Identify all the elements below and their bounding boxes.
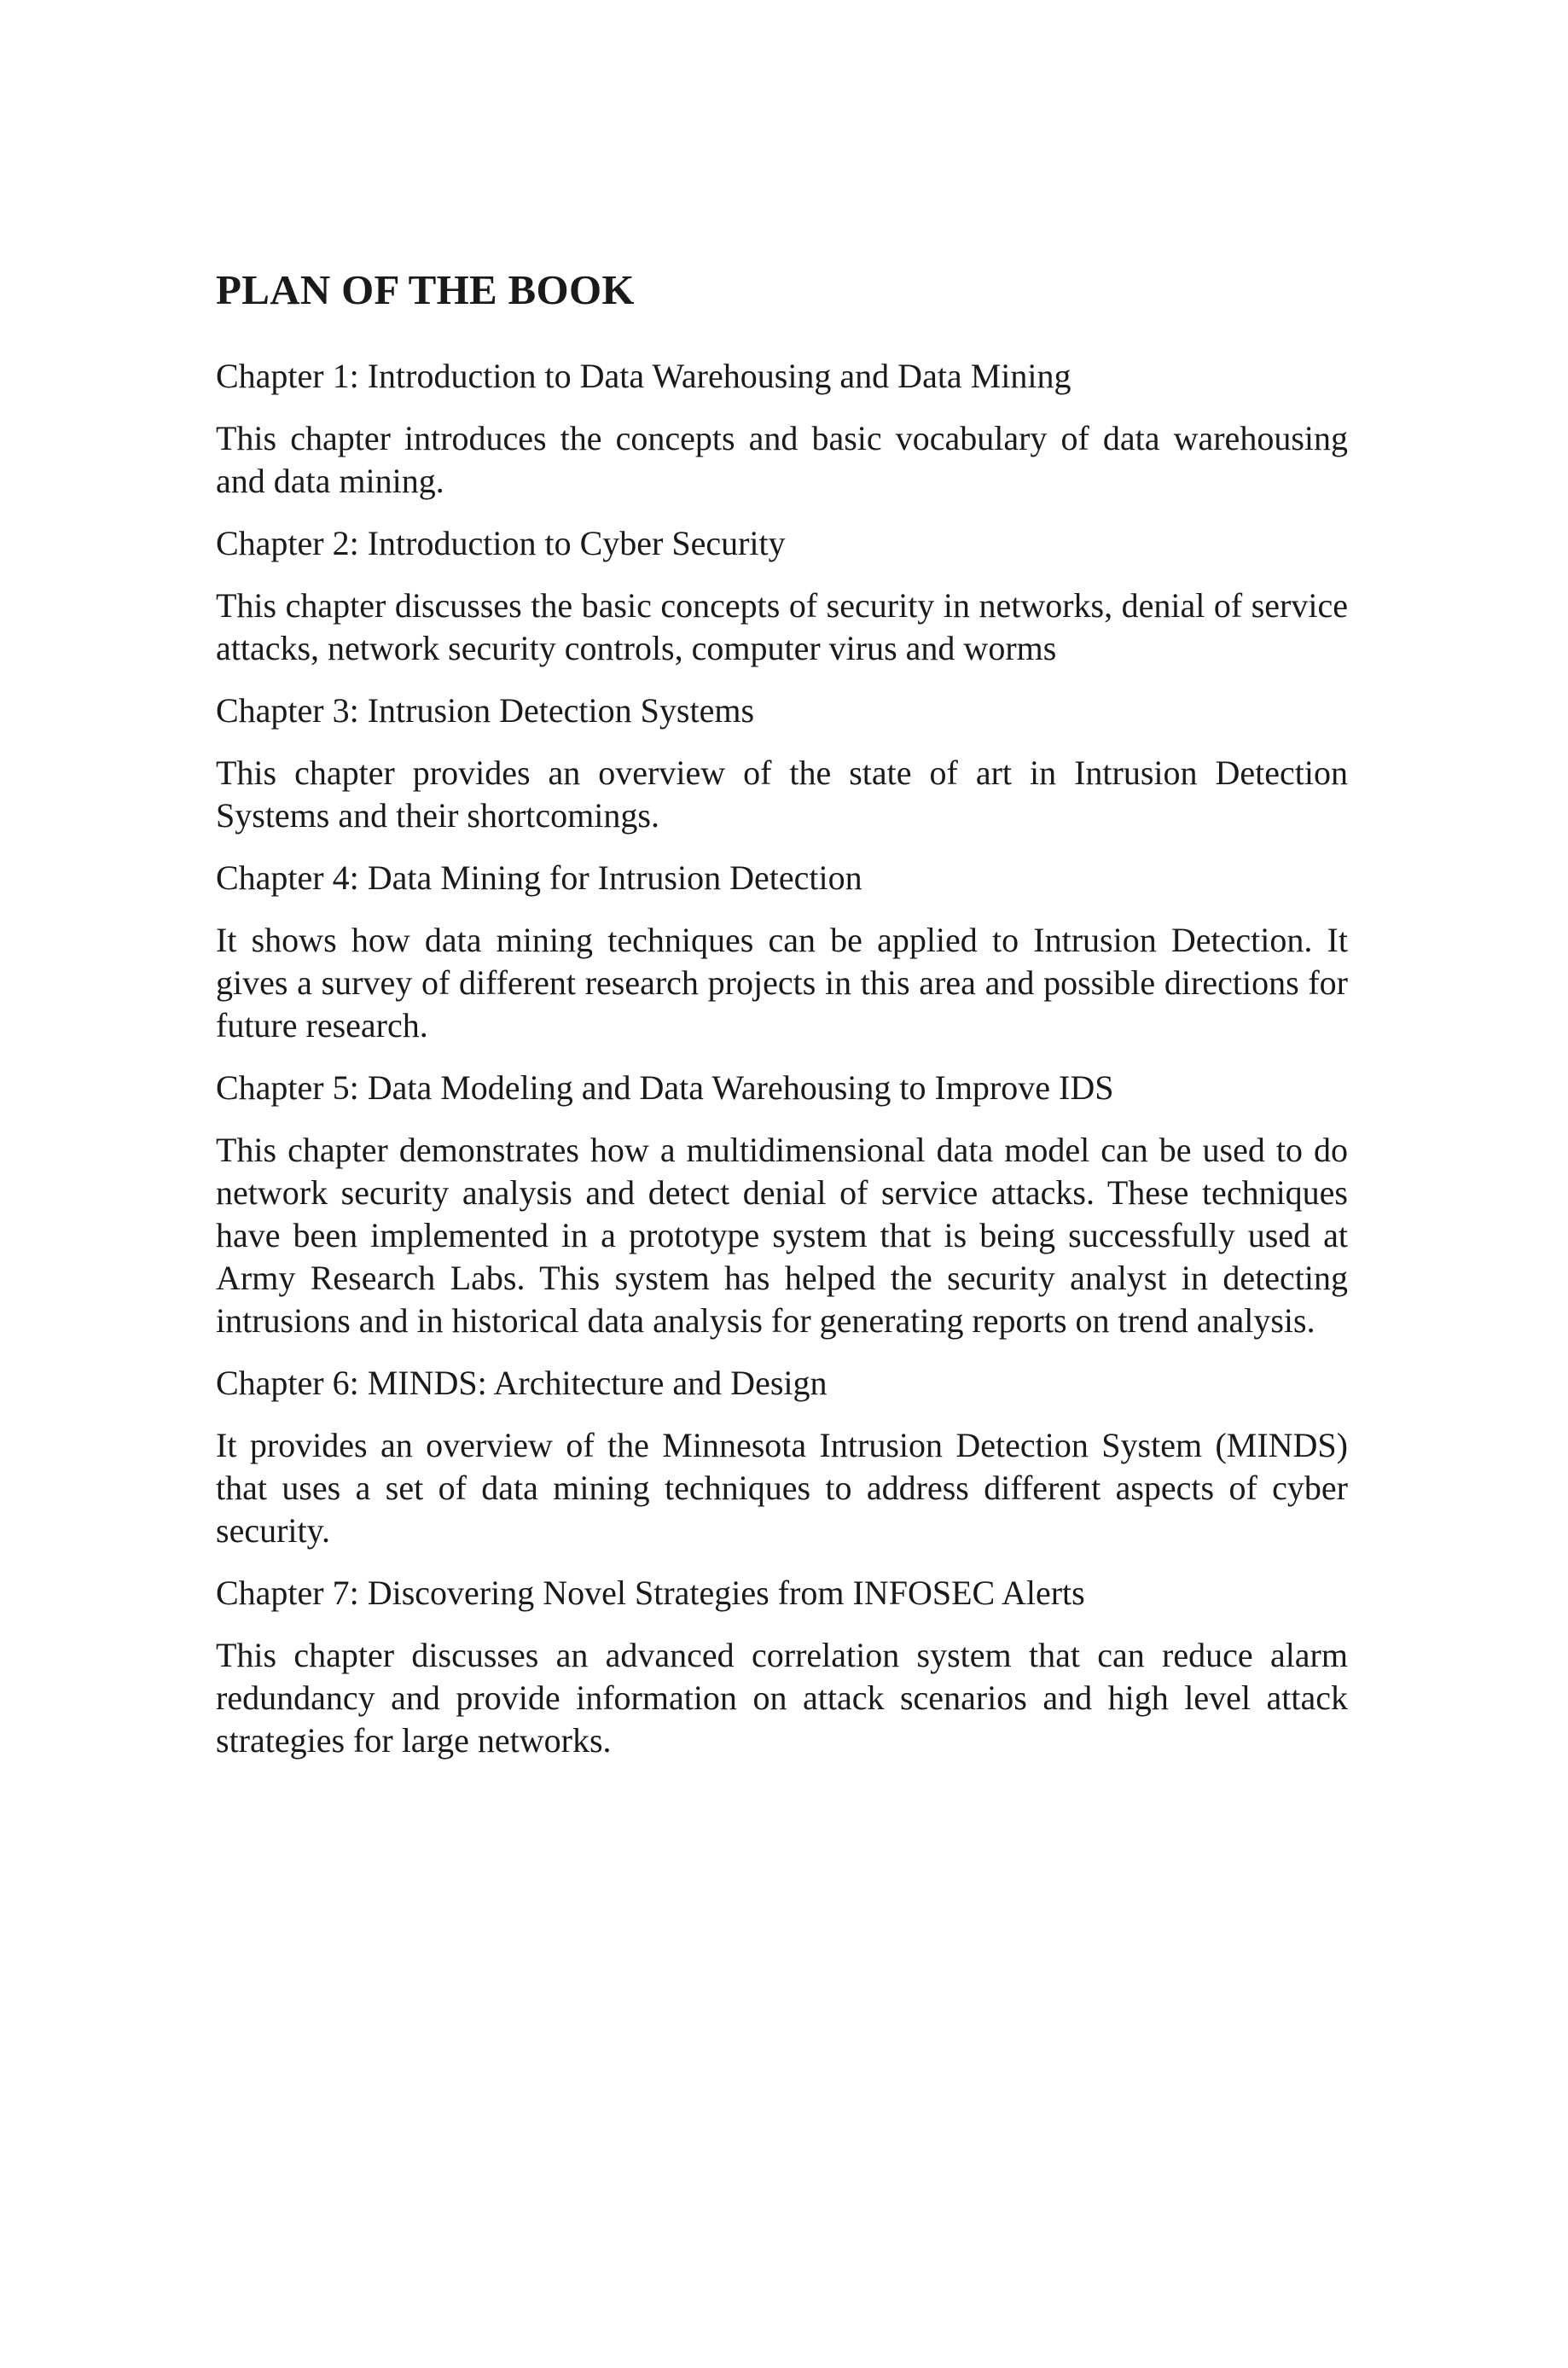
page-title: PLAN OF THE BOOK bbox=[216, 266, 635, 313]
chapter-description: This chapter discusses the basic concepts of security in networks, denial of service attacks, network security controls, computer virus and worms bbox=[216, 586, 1348, 667]
chapter-heading: Chapter 7: Discovering Novel Strategies from INFOSEC Alerts bbox=[216, 1574, 1085, 1612]
chapter-heading: Chapter 1: Introduction to Data Warehousing and Data Mining bbox=[216, 357, 1071, 395]
chapter-heading: Chapter 2: Introduction to Cyber Security bbox=[216, 524, 786, 562]
chapter-description: This chapter demonstrates how a multidimensional data model can be used to do network security analysis and detect denial of service attacks. These techniques have been implemented in a prototype system that is being successfully used at Army Research Labs. This system has helped the security analyst in detecting intrusions and in historical data analysis for generating reports on trend analysis. bbox=[216, 1131, 1348, 1340]
chapter-entry-2 bbox=[216, 522, 1348, 670]
chapter-description: It shows how data mining techniques can be applied to Intrusion Detection. It gives a survey of different research projects in this area and possible directions for future research. bbox=[216, 921, 1348, 1044]
chapter-heading: Chapter 5: Data Modeling and Data Warehousing to Improve IDS bbox=[216, 1068, 1114, 1107]
chapter-entry-1 bbox=[216, 355, 1348, 503]
chapter-entry-6 bbox=[216, 1362, 1348, 1552]
chapter-heading: Chapter 6: MINDS: Architecture and Design bbox=[216, 1364, 828, 1402]
chapter-entry-3 bbox=[216, 689, 1348, 837]
chapter-description: This chapter provides an overview of the state of art in Intrusion Detection Systems and their shortcomings. bbox=[216, 753, 1348, 835]
page-content bbox=[216, 265, 1348, 1782]
chapter-entry-4 bbox=[216, 857, 1348, 1047]
chapter-entry-7 bbox=[216, 1572, 1348, 1762]
chapter-heading: Chapter 3: Intrusion Detection Systems bbox=[216, 691, 755, 730]
chapter-description: This chapter discusses an advanced correlation system that can reduce alarm redundancy and provide information on attack scenarios and high level attack strategies for large networks. bbox=[216, 1636, 1348, 1760]
chapter-description: It provides an overview of the Minnesota Intrusion Detection System (MINDS) that uses a set of data mining techniques to address different aspects of cyber security. bbox=[216, 1426, 1348, 1550]
chapter-heading: Chapter 4: Data Mining for Intrusion Detection bbox=[216, 858, 862, 897]
chapter-description: This chapter introduces the concepts and basic vocabulary of data warehousing and data mining. bbox=[216, 419, 1348, 500]
chapter-entry-5 bbox=[216, 1067, 1348, 1342]
